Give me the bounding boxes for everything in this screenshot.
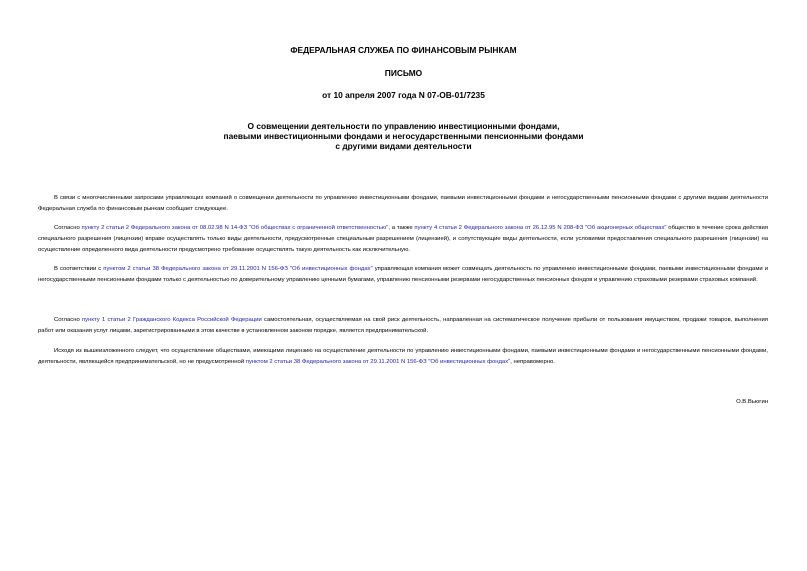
- paragraph-text: управляющая компания может совмещать деятельность по управлению инвестиционными фондами, паевыми инвестиционными фондами и негосударственными пенсионными фондами только с деятельностью по доверительному управлению ценными бумагами, управлению пенсионными резервами негосударственных пенсионных фондов и управлению страховыми резервами страховых компаний.: [38, 266, 768, 284]
- law-link-jsc-article-2[interactable]: пункту 4 статьи 2 Федерального закона от 26.12.95 N 208-ФЗ "Об акционерных обществах": [414, 225, 667, 231]
- signature: О.В.Вьюгин: [736, 399, 768, 405]
- document-title-line: паевыми инвестиционными фондами и негосударственными пенсионными фондами: [223, 131, 584, 141]
- paragraph-text: , а также: [388, 225, 415, 231]
- law-link-investment-funds-article-38[interactable]: пунктом 2 статьи 38 Федерального закона от 29.11.2001 N 156-ФЗ "Об инвестиционных фондах": [245, 359, 511, 366]
- document-date-number: от 10 апреля 2007 года N 07-ОВ-01/7235: [322, 90, 485, 100]
- body-paragraph-2: [38, 223, 768, 256]
- paragraph-text: Согласно: [54, 317, 82, 323]
- document-title-line: О совмещении деятельности по управлению инвестиционными фондами,: [247, 121, 560, 131]
- body-paragraph-5: [38, 346, 768, 368]
- law-link-civil-code-article-2[interactable]: пункту 1 статьи 2 Гражданского Кодекса Российской Федерации: [81, 317, 262, 323]
- document-title: [0, 121, 807, 151]
- law-link-investment-funds-article-38[interactable]: пунктом 2 статьи 38 Федерального закона от 29.11.2001 N 156-ФЗ "Об инвестиционных фондах": [103, 266, 373, 272]
- document-title-line: с другими видами деятельности: [335, 141, 472, 151]
- document-type-heading: ПИСЬМО: [384, 68, 423, 78]
- paragraph-text: самостоятельная, осуществляемая на свой риск деятельность, направленная на систематическое получение прибыли от пользования имуществом, продажи товаров, выполнения работ или оказания услуг лицами, зарегистрированными в этом качестве в установленном законом порядке, является предпринимательской.: [38, 317, 768, 335]
- organization-heading: ФЕДЕРАЛЬНАЯ СЛУЖБА ПО ФИНАНСОВЫМ РЫНКАМ: [290, 45, 517, 55]
- body-paragraph-4: [38, 315, 768, 337]
- body-paragraph-3: [38, 264, 768, 286]
- paragraph-text: В соответствии с: [54, 266, 104, 272]
- law-link-llc-article-2[interactable]: пункту 2 статьи 2 Федерального закона от 08.02.98 N 14-ФЗ "Об обществах с ограниченной ответственностью": [81, 225, 389, 231]
- paragraph-text: Исходя из вышеизложенного следует, что осуществление обществами, имеющими лицензию на осуществление деятельности по управлению инвестиционными фондами, паевыми инвестиционными фондами и негосударственными пенсионными фондами, деятельности, являющейся предпринимательской, но не предусмотренной: [38, 348, 768, 366]
- paragraph-text: общество в течение срока действия специального разрешения (лицензии) вправе осуществлять только виды деятельности, предусмотренные специальным разрешением (лицензией), и сопутствующие виды деятельности, если условиями предоставления специального разрешения (лицензии) на осуществление определенного вида деятельности предусмотрено требование осуществлять такую деятельность как исключительную.: [38, 225, 768, 254]
- body-paragraph-1: В связи с многочисленными запросами управляющих компаний о совмещении деятельности по управлению инвестиционными фондами, паевыми инвестиционными фондами и негосударственными пенсионными фондами с другими видами деятельности Федеральная служба по финансовым рынкам сообщает следующее.: [38, 195, 768, 213]
- paragraph-text: Согласно: [54, 225, 82, 231]
- paragraph-text: , неправомерно.: [510, 359, 555, 366]
